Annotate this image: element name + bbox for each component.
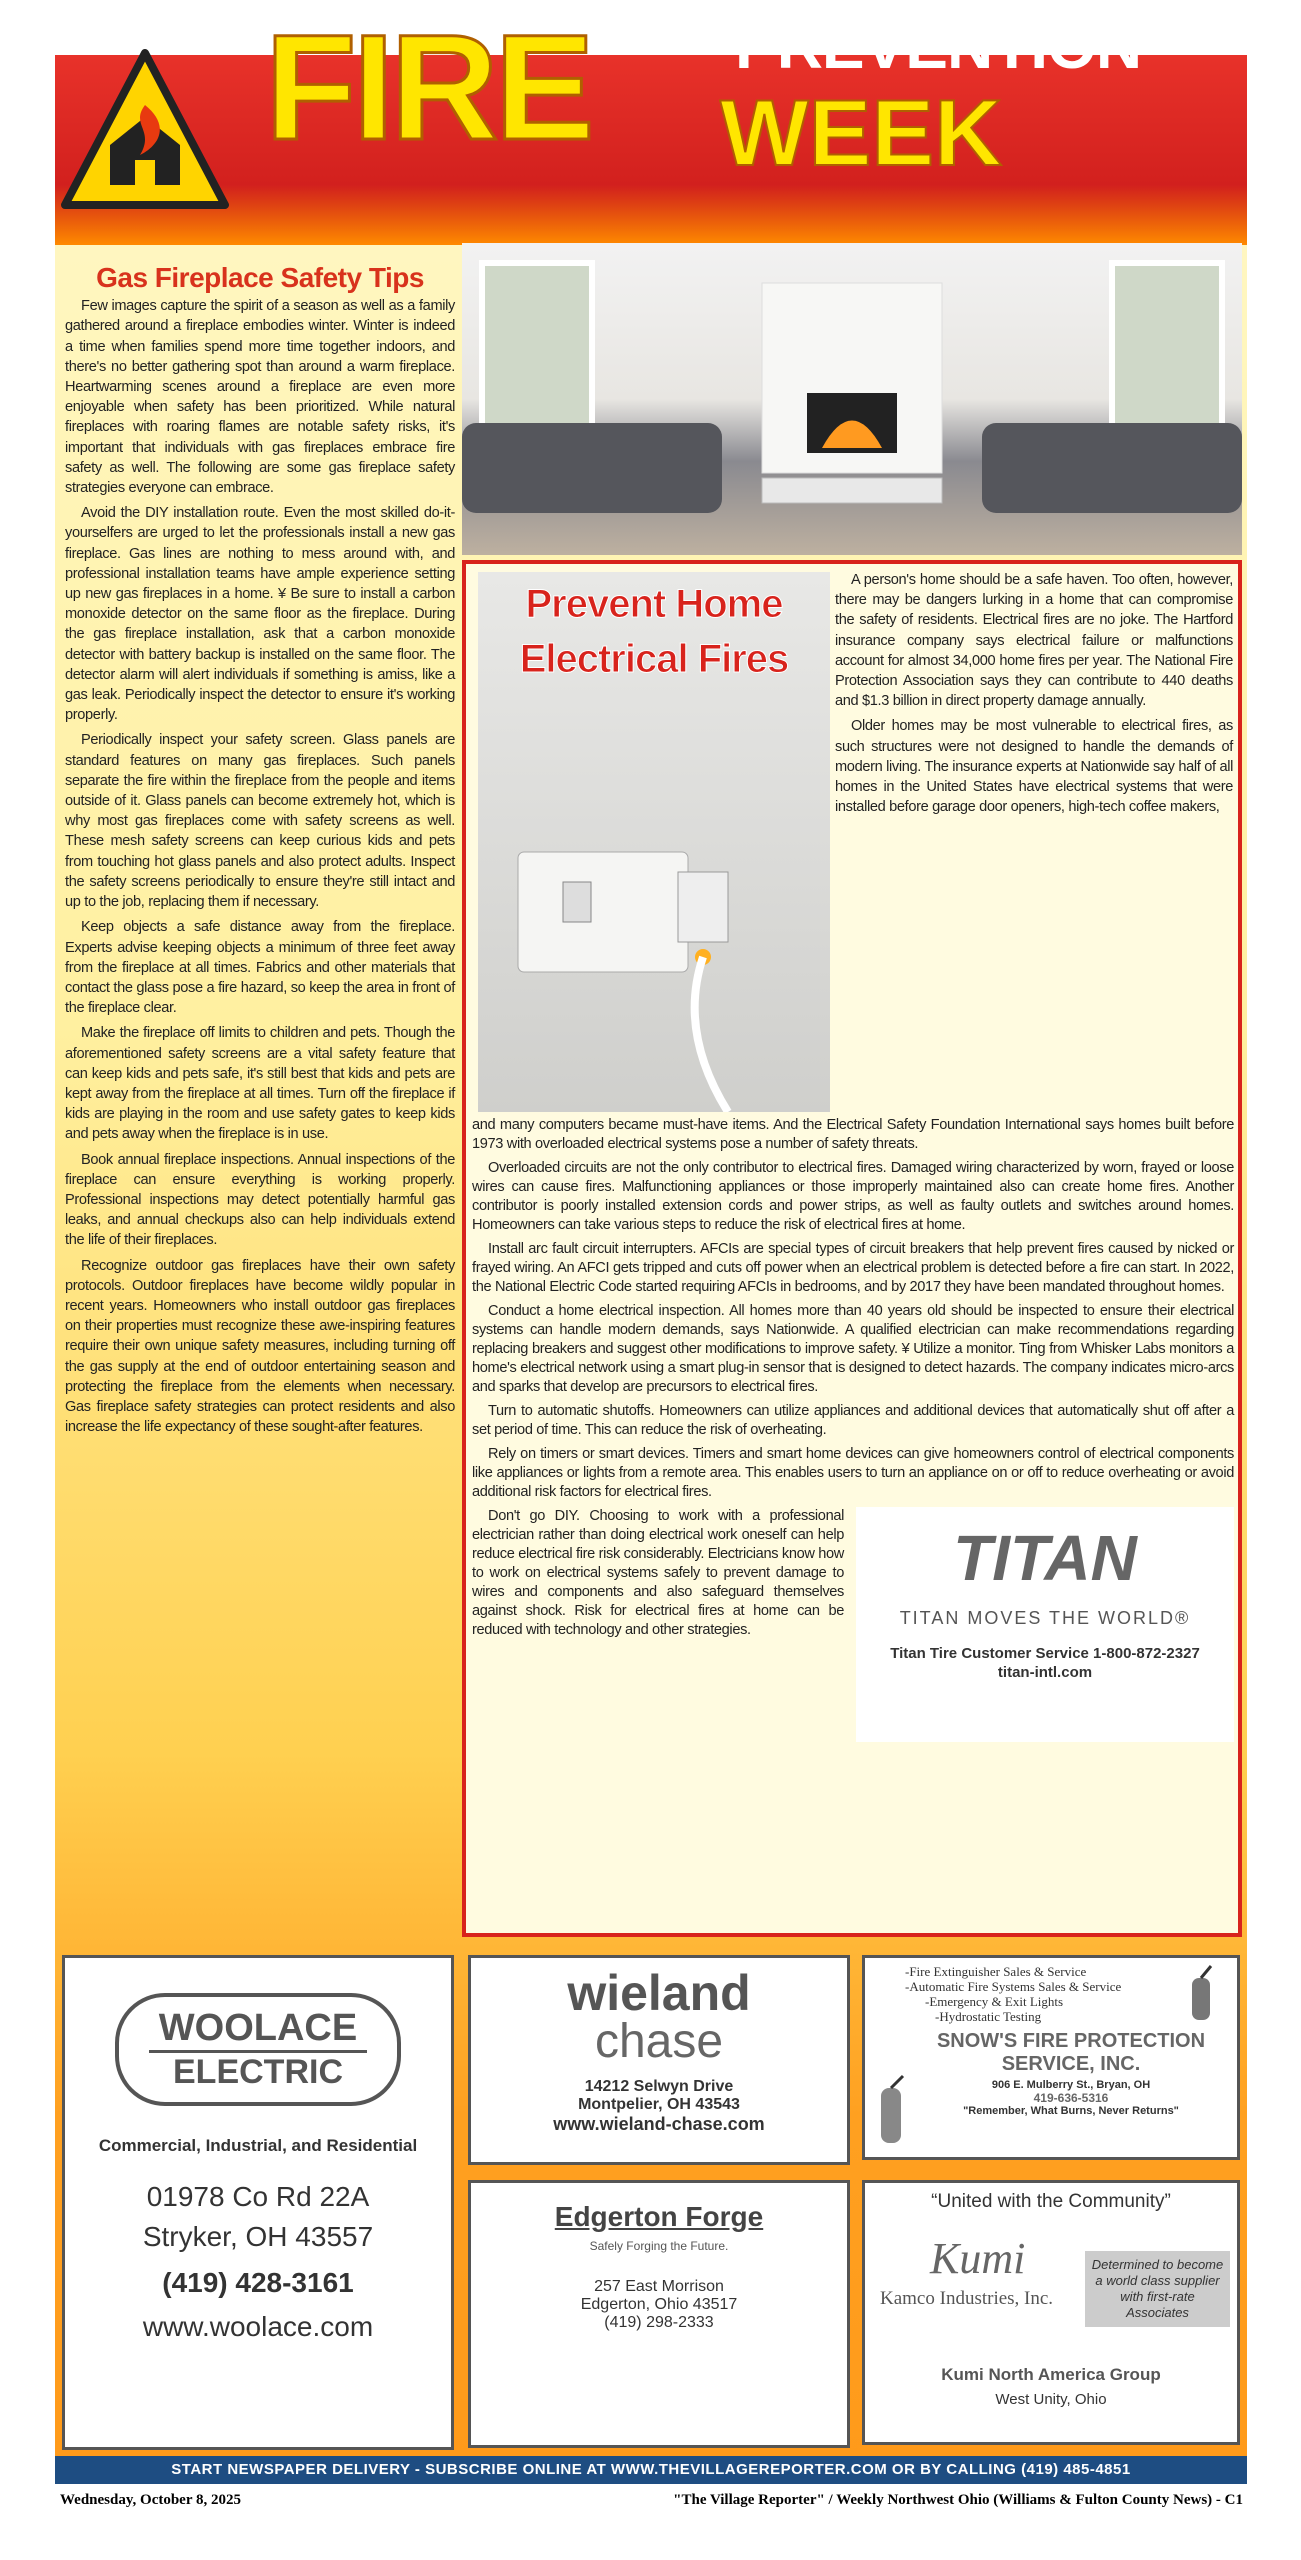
woolace-electric-ad[interactable] (62, 1955, 454, 2450)
snows-fire-protection-ad[interactable] (862, 1955, 1240, 2160)
electric-article-top (835, 570, 1233, 822)
edgerton-forge-ad[interactable] (468, 2180, 850, 2448)
gas-fireplace-article (65, 262, 455, 1442)
woolace-address1: 01978 Co Rd 22A (146, 2181, 370, 2212)
snows-name: SNOW'S FIRE PROTECTION (936, 2030, 1206, 2052)
titan-url: titan-intl.com (997, 1664, 1093, 1682)
outlet-photo (478, 572, 830, 1112)
snows-phone: 419-636-5316 (1033, 2091, 1109, 2105)
wieland-chase: chase (594, 2015, 724, 2068)
fire-warning-triangle-icon (60, 45, 230, 215)
wieland-name: wieland (567, 1965, 751, 2021)
snows-slogan: "Remember, What Burns, Never Returns" (963, 2105, 1179, 2117)
woolace-services: Commercial, Industrial, and Residential (98, 2136, 418, 2155)
snows-service: -Automatic Fire Systems Sales & Service (905, 1979, 1122, 1994)
paragraph: Conduct a home electrical inspection. All homes more than 40 years old should be inspected to ensure their electrical systems can handle modern demands, says Nationwide. A qualified electrician can make recommendations regarding replacing breakers and suggest other modifications to improve safety. ¥ Utilize a monitor. Ting from Whisker Labs monitors a home's electrical network using a smart plug-in sensor that is designed to detect hazards. The company indicates micro-arcs and sparks that develop are precursors to electrical fires. (472, 1303, 1234, 1395)
living-room-fireplace-photo (462, 243, 1242, 555)
electric-title-line2: Electrical Fires (519, 637, 789, 681)
electric-end-row (472, 1507, 1234, 1742)
snows-name2: SERVICE, INC. (1001, 2053, 1141, 2075)
paragraph: Recognize outdoor gas fireplaces have their own safety protocols. Outdoor fireplaces have become wildly popular in recent years. Homeowners who install outdoor gas fireplaces on their properties must recognize these awe-inspiring features require their own unique safety measures, including turning off the gas supply at the end of outdoor entertaining season and protecting the fireplace from the elements when necessary. Gas fireplace safety strategies can protect residents and also increase the life expectancy of these sought-after features. (65, 1257, 455, 1436)
kumi-ad[interactable] (862, 2180, 1240, 2445)
header-week: WEEK (720, 80, 1002, 185)
fire-extinguisher-icon (873, 2070, 909, 2145)
paragraph: Make the fireplace off limits to children and pets. Though the aforementioned safety screens are a vital safety feature that can keep kids and pets safe, it's still best that kids and pets are kept away from the fireplace at all times. Turn off the fireplace if kids are playing in the room and use safety gates to keep kids and pets away when the fireplace is in use. (65, 1025, 455, 1143)
paragraph: Install arc fault circuit interrupters. AFCIs are special types of circuit breakers that help prevent fires caused by nicked or frayed wiring. An AFCI gets tripped and cuts off power when an electrical problem is detected before a fire can start. In 2022, the National Electric Code started requiring AFCIs in bedrooms, and by 2017 they have been mandated throughout homes. (472, 1241, 1234, 1295)
wieland-address1: 14212 Selwyn Drive (584, 2078, 734, 2095)
electric-article-end (472, 1507, 844, 1645)
paragraph: Avoid the DIY installation route. Even the most skilled do-it-yourselfers are urged to let the professionals install a new gas fireplace. Gas lines are nothing to mess around with, and professional installation teams have ample experience setting up new gas fireplaces in a home. ¥ Be sure to install a carbon monoxide detector on the same floor as the fireplace. During the gas fireplace installation, ask that a carbon monoxide detector with battery backup is installed on the same floor. The detector alarm will alert individuals if something is amiss, like a gas leak. Periodically inspect the detector to ensure it's working properly. (65, 505, 455, 724)
kumi-company: Kamco Industries, Inc. (880, 2288, 1054, 2309)
kumi-blurb: Determined to become a world class supplier with first-rate Associates (1085, 2251, 1230, 2327)
woolace-name: WOOLACE (158, 2007, 358, 2049)
paragraph: Don't go DIY. Choosing to work with a professional electrician rather than doing electrical work oneself can help reduce electrical fire risk considerably. Electricians know how to work on electrical systems safely to prevent damage to wires and components and also safeguard themselves against shock. Risk for electrical fires at home can be reduced with technology and other strategies. (472, 1508, 844, 1638)
woolace-electric: ELECTRIC (149, 2050, 367, 2092)
paragraph: A person's home should be a safe haven. Too often, however, there may be dangers lurking in a home that can compromise the safety of residents. Electrical fires are no joke. The Hartford insurance company says electrical failure or malfunctions account for almost 34,000 home fires per year. The National Fire Protection Association says they can contribute to 440 deaths and $1.3 billion in direct property damage annually. (835, 572, 1233, 710)
titan-service: Titan Tire Customer Service 1-800-872-2327 (890, 1645, 1200, 1663)
wieland-chase-ad[interactable] (468, 1955, 850, 2165)
titan-logo: TITAN (953, 1522, 1137, 1594)
fire-prevention-week-header (55, 55, 1247, 245)
fire-extinguisher-icon (1180, 1962, 1220, 2022)
header-prevention: PREVENTION (735, 10, 1142, 82)
wieland-url[interactable]: www.wieland-chase.com (553, 2114, 765, 2134)
footer-date: Wednesday, October 8, 2025 (60, 2492, 241, 2508)
edgerton-address1: 257 East Morrison (594, 2278, 724, 2295)
paragraph: Overloaded circuits are not the only contributor to electrical fires. Damaged wiring characterized by worn, frayed or loose wires can cause fires. Malfunctioning appliances or those improperly maintained also can create home fires. Another contributor is poorly installed extension cords and power strips, as well as faulty outlets and switches around homes. Homeowners can take various steps to reduce the risk of electrical fires at home. (472, 1160, 1234, 1233)
titan-tagline: TITAN MOVES THE WORLD® (899, 1608, 1191, 1629)
paragraph: Turn to automatic shutoffs. Homeowners can utilize appliances and additional devices that automatically shut off after a set period of time. This can reduce the risk of overheating. (472, 1403, 1234, 1438)
edgerton-name: Edgerton Forge (554, 2201, 764, 2232)
article-title: Gas Fireplace Safety Tips (96, 262, 424, 293)
titan-ad[interactable] (856, 1507, 1234, 1742)
paragraph: Periodically inspect your safety screen. Glass panels are standard features on many gas fireplaces. Such panels separate the fire within the fireplace from the people and items outside of it. Glass panels can become extremely hot, which is why most gas fireplaces come with safety screens as well. These mesh safety screens can keep curious kids and pets from touching hot glass panels and also protect adults. Inspect the safety screens periodically to ensure they're still intact and up to the job, replacing them if necessary. (65, 732, 455, 911)
header-fire: FIRE (265, 3, 591, 171)
kumi-location: West Unity, Ohio (995, 2391, 1107, 2408)
snows-service: -Emergency & Exit Lights (925, 1994, 1064, 2009)
paragraph: Keep objects a safe distance away from the fireplace. Experts advise keeping objects a minimum of three feet away from the fireplace at all times. Fabrics and other materials that contact the glass pose a fire hazard, so keep the area in front of the fireplace clear. (65, 919, 455, 1017)
snows-address: 906 E. Mulberry St., Bryan, OH (991, 2079, 1151, 2091)
kumi-motto: “United with the Community” (931, 2191, 1171, 2212)
kumi-logo: Kumi (930, 2234, 1026, 2283)
paragraph: and many computers became must-have items. And the Electrical Safety Foundation International says homes built before 1973 with overloaded electrical systems pose a number of safety threats. (472, 1117, 1234, 1152)
footer-publication: "The Village Reporter" / Weekly Northwest Ohio (Williams & Fulton County News) - C1 (673, 2492, 1243, 2508)
woolace-address2: Stryker, OH 43557 (142, 2221, 374, 2252)
woolace-url[interactable]: www.woolace.com (142, 2311, 374, 2342)
snows-service: -Fire Extinguisher Sales & Service (905, 1964, 1087, 1979)
paragraph: Older homes may be most vulnerable to electrical fires, as such structures were not designed to handle the demands of modern living. The insurance experts at Nationwide say half of all homes in the United States have electrical systems that were installed before garage door openers, high-tech coffee makers, (835, 718, 1233, 816)
electric-title-line1: Prevent Home (525, 582, 783, 626)
kumi-group: Kumi North America Group (941, 2365, 1161, 2384)
paragraph: Book annual fireplace inspections. Annual inspections of the fireplace can ensure everything is working properly. Professional inspections may detect potentially harmful gas leaks, and annual checkups also can help individuals extend the life of their fireplaces. (65, 1151, 455, 1249)
flames-decoration (55, 185, 1247, 245)
edgerton-address2: Edgerton, Ohio 43517 (580, 2296, 738, 2313)
edgerton-phone: (419) 298-2333 (604, 2314, 714, 2331)
woolace-phone: (419) 428-3161 (162, 2267, 354, 2298)
paragraph: Rely on timers or smart devices. Timers and smart home devices can give homeowners control of electrical components like appliances or lights from a remote area. This enables users to turn an appliance on or off to reduce overheating or avoid additional risk factors for electrical fires. (472, 1446, 1234, 1500)
subscribe-banner[interactable]: START NEWSPAPER DELIVERY - SUBSCRIBE ONLINE AT WWW.THEVILLAGEREPORTER.COM OR BY CALLING (419) 485-4851 (55, 2456, 1247, 2484)
edgerton-tagline: Safely Forging the Future. (589, 2239, 729, 2253)
electric-article-body (472, 1116, 1234, 1742)
paragraph: Few images capture the spirit of a season as well as a family gathered around a fireplace embodies winter. Winter is indeed a time when families spend more time together indoors, and there's no better gathering spot than around a warm fireplace. Heartwarming scenes around a fireplace are even more enjoyable when safety has been prioritized. While natural fireplaces with roaring flames are notable safety risks, it's important that individuals with gas fireplaces embrace fire safety as well. The following are some gas fireplace safety strategies everyone can embrace. (65, 298, 455, 497)
snows-service: -Hydrostatic Testing (935, 2009, 1042, 2024)
wieland-address2: Montpelier, OH 43543 (578, 2096, 740, 2113)
